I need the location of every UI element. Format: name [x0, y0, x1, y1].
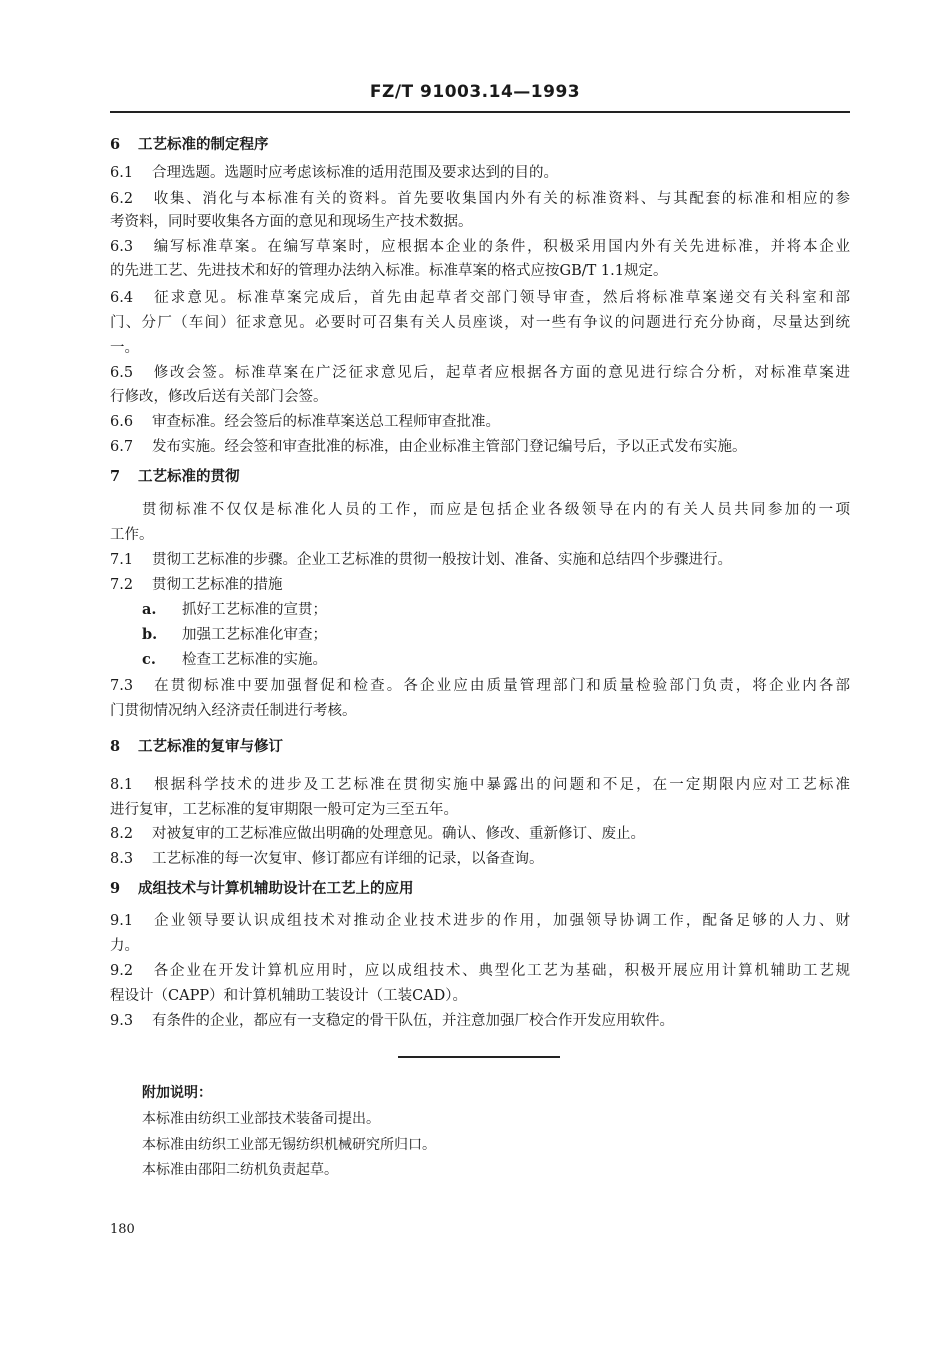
clause-6-5-cont: 行修改，修改后送有关部门会签。: [110, 389, 328, 405]
clause-6-4-cont: 门、分厂（车间）征求意见。必要时可召集有关人员座谈，对一些有争议的问题进行充分协商，尽量达到统: [110, 315, 850, 331]
clause-9-1: 9.1 企业领导要认识成组技术对推动企业技术进步的作用，加强领导协调工作，配备足够的人力、财: [110, 913, 850, 929]
clause-8-1: 8.1 根据科学技术的进步及工艺标准在贯彻实施中暴露出的问题和不足，在一定期限内应对工艺标准: [110, 777, 850, 793]
clause-6-2: 6.2 收集、消化与本标准有关的资料。首先要收集国内外有关的标准资料、与其配套的标准和相应的参: [110, 191, 850, 207]
clause-6-1: 6.1 合理选题。选题时应考虑该标准的适用范围及要求达到的目的。: [110, 165, 558, 181]
section-9-heading: 9 成组技术与计算机辅助设计在工艺上的应用: [110, 880, 414, 897]
clause-6-6: 6.6 审查标准。经会签后的标准草案送总工程师审查批准。: [110, 414, 500, 430]
clause-8-3: 8.3 工艺标准的每一次复审、修订都应有详细的记录，以备查询。: [110, 851, 544, 867]
page-number: 180: [110, 1222, 135, 1237]
note-line: 本标准由纺织工业部无锡纺织机械研究所归口。: [142, 1137, 436, 1153]
clause-6-3-cont: 的先进工艺、先进技术和好的管理办法纳入标准。标准草案的格式应按GB/T 1.1规定。: [110, 263, 668, 279]
clause-9-2: 9.2 各企业在开发计算机应用时，应以成组技术、典型化工艺为基础，积极开展应用计算机辅助工艺规: [110, 963, 850, 979]
clause-6-4-cont2: 一。: [110, 340, 139, 356]
note-line: 本标准由纺织工业部技术装备司提出。: [142, 1111, 380, 1127]
section-end-rule: [398, 1056, 560, 1058]
clause-8-1-cont: 进行复审，工艺标准的复审期限一般可定为三至五年。: [110, 802, 458, 818]
clause-9-3: 9.3 有条件的企业，都应有一支稳定的骨干队伍，并注意加强厂校合作开发应用软件。: [110, 1013, 674, 1029]
clause-6-5: 6.5 修改会签。标准草案在广泛征求意见后，起草者应根据各方面的意见进行综合分析，对标准草案进: [110, 365, 850, 381]
clause-6-7: 6.7 发布实施。经会签和审查批准的标准，由企业标准主管部门登记编号后，予以正式发布实施。: [110, 439, 747, 455]
clause-6-4: 6.4 征求意见。标准草案完成后，首先由起草者交部门领导审查，然后将标准草案递交有关科室和部: [110, 290, 850, 306]
header-rule: [110, 111, 850, 113]
section-6-heading: 6 工艺标准的制定程序: [110, 136, 269, 153]
list-item: b. 加强工艺标准化审查；: [142, 626, 327, 643]
clause-9-2-cont: 程设计（CAPP）和计算机辅助工装设计（工装CAD）。: [110, 988, 468, 1004]
list-item: a. 抓好工艺标准的宣贯；: [142, 601, 327, 618]
section-8-heading: 8 工艺标准的复审与修订: [110, 738, 283, 755]
clause-6-2-cont: 考资料，同时要收集各方面的意见和现场生产技术数据。: [110, 214, 473, 230]
clause-7-2: 7.2 贯彻工艺标准的措施: [110, 577, 283, 593]
clause-6-3: 6.3 编写标准草案。在编写草案时，应根据本企业的条件，积极采用国内外有关先进标准，并将本企业: [110, 239, 850, 255]
note-line: 本标准由邵阳二纺机负责起草。: [142, 1162, 338, 1178]
section-7-intro: 贯彻标准不仅仅是标准化人员的工作，而应是包括企业各级领导在内的有关人员共同参加的一项: [142, 502, 850, 518]
notes-title: 附加说明：: [142, 1085, 212, 1101]
clause-7-1: 7.1 贯彻工艺标准的步骤。企业工艺标准的贯彻一般按计划、准备、实施和总结四个步骤进行。: [110, 552, 732, 568]
clause-9-1-cont: 力。: [110, 938, 139, 954]
clause-7-3: 7.3 在贯彻标准中要加强督促和检查。各企业应由质量管理部门和质量检验部门负责，将企业内各部: [110, 678, 850, 694]
section-7-heading: 7 工艺标准的贯彻: [110, 468, 240, 485]
clause-8-2: 8.2 对被复审的工艺标准应做出明确的处理意见。确认、修改、重新修订、废止。: [110, 826, 645, 842]
list-item: c. 检查工艺标准的实施。: [142, 651, 327, 668]
document-header: FZ/T 91003.14—1993: [369, 82, 581, 102]
section-7-intro-cont: 工作。: [110, 527, 154, 543]
clause-7-3-cont: 门贯彻情况纳入经济责任制进行考核。: [110, 703, 357, 719]
